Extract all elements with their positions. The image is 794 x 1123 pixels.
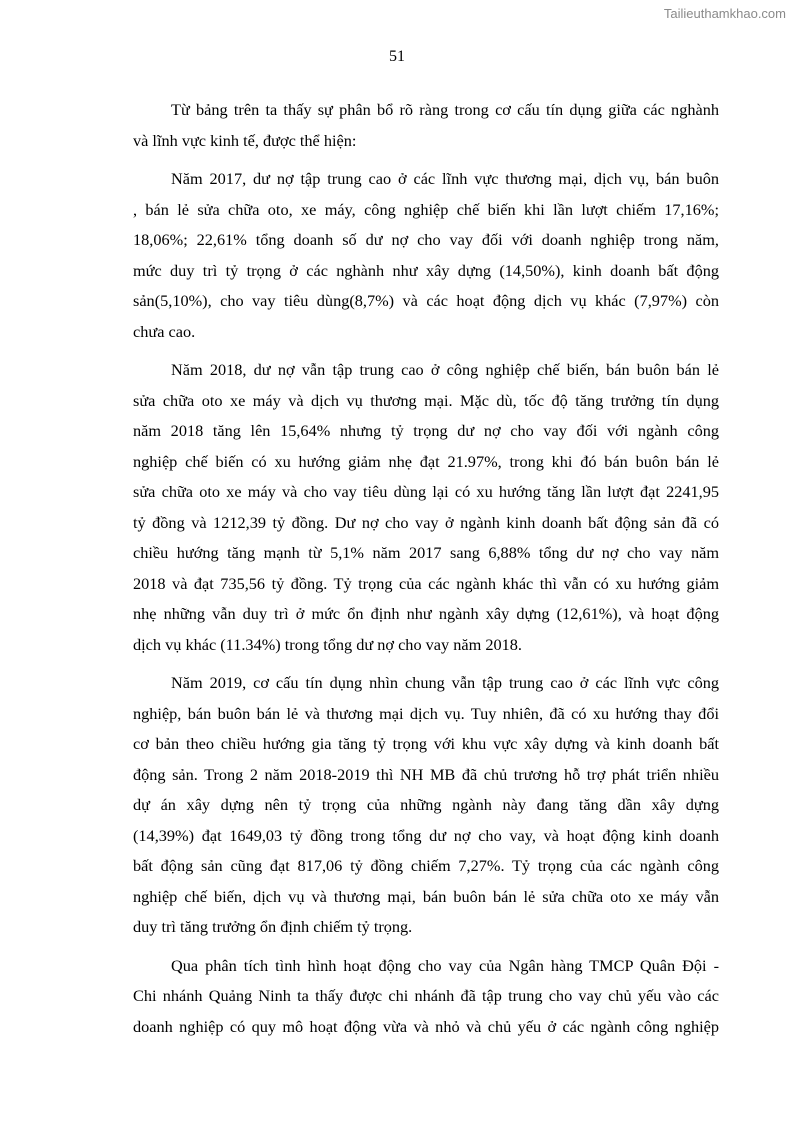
page-number: 51 (389, 48, 405, 65)
text-line: năm 2018 tăng lên 15,64% nhưng tỷ trọng dư nợ cho vay đối với ngành công (133, 421, 719, 440)
paragraph-3 (133, 355, 719, 660)
paragraph-2 (133, 164, 719, 347)
text-line: Năm 2017, dư nợ tập trung cao ở các lĩnh vực thương mại, dịch vụ, bán buôn (171, 169, 719, 188)
text-line: chưa cao. (133, 321, 196, 341)
text-line: 2018 và đạt 735,56 tỷ đồng. Tỷ trọng của các ngành khác thì vẫn có xu hướng giảm (133, 573, 719, 593)
text-line: dịch vụ khác (11.34%) trong tổng dư nợ cho vay năm 2018. (133, 634, 522, 654)
text-line: Từ bảng trên ta thấy sự phân bổ rõ ràng trong cơ cấu tín dụng giữa các nghành (171, 100, 719, 119)
text-line: chiều hướng tăng mạnh từ 5,1% năm 2017 sang 6,88% tổng dư nợ cho vay năm (133, 543, 719, 562)
text-line: nghiệp, bán buôn bán lẻ và thương mại dịch vụ. Tuy nhiên, đã có xu hướng thay đổi (133, 703, 719, 723)
text-line: cơ bản theo chiều hướng gia tăng tỷ trọng với khu vực xây dựng và kinh doanh bất (133, 734, 719, 753)
text-line: Năm 2019, cơ cấu tín dụng nhìn chung vẫn tập trung cao ở các lĩnh vực công (171, 673, 719, 692)
text-line: và lĩnh vực kinh tế, được thể hiện: (133, 130, 357, 150)
document-body (133, 95, 719, 1050)
text-line: mức duy trì tỷ trọng ở các nghành như xây dựng (14,50%), kinh doanh bất động (133, 260, 719, 280)
paragraph-4 (133, 668, 719, 943)
text-line: 18,06%; 22,61% tổng doanh số dư nợ cho vay đối với doanh nghiệp trong năm, (133, 230, 719, 249)
text-line: Năm 2018, dư nợ vẫn tập trung cao ở công nghiệp chế biến, bán buôn bán lẻ (171, 360, 719, 379)
text-line: nghiệp chế biến có xu hướng giảm nhẹ đạt 21.97%, trong khi đó bán buôn bán lẻ (133, 451, 719, 471)
text-line: duy trì tăng trưởng ổn định chiếm tỷ trọng. (133, 917, 413, 936)
watermark-text: Tailieuthamkhao.com (663, 6, 786, 21)
text-line: động sản. Trong 2 năm 2018-2019 thì NH MB đã chủ trương hỗ trợ phát triển nhiều (133, 764, 719, 784)
text-line: nghiệp chế biến, dịch vụ và thương mại, bán buôn bán lẻ sửa chữa oto xe máy vẫn (133, 886, 719, 906)
text-line: sửa chữa oto xe máy và cho vay tiêu dùng lại có xu hướng tăng lần lượt đạt 2241,95 (133, 482, 719, 501)
paragraph-5 (133, 951, 719, 1043)
text-line: bất động sản cũng đạt 817,06 tỷ đồng chiếm 7,27%. Tỷ trọng của các ngành công (133, 856, 719, 875)
text-line: sửa chữa oto xe máy và dịch vụ thương mại. Mặc dù, tốc độ tăng trưởng tín dụng (133, 390, 719, 410)
paragraph-1 (133, 95, 719, 156)
text-line: dự án xây dựng nên tỷ trọng của những ngành này đang tăng dần xây dựng (133, 795, 719, 814)
text-line: doanh nghiệp có quy mô hoạt động vừa và nhỏ và chủ yếu ở các ngành công nghiệp (133, 1016, 719, 1036)
text-line: Qua phân tích tình hình hoạt động cho vay của Ngân hàng TMCP Quân Đội - (171, 955, 719, 975)
text-line: sản(5,10%), cho vay tiêu dùng(8,7%) và các hoạt động dịch vụ khác (7,97%) còn (133, 291, 719, 310)
text-line: Chi nhánh Quảng Ninh ta thấy được chi nhánh đã tập trung cho vay chủ yếu vào các (133, 986, 719, 1005)
text-line: nhẹ những vẫn duy trì ở mức ổn định như ngành xây dựng (12,61%), và hoạt động (133, 604, 719, 623)
text-line: tỷ đồng và 1212,39 tỷ đồng. Dư nợ cho vay ở ngành kinh doanh bất động sản đã có (133, 512, 719, 532)
text-line: , bán lẻ sửa chữa oto, xe máy, công nghiệp chế biến khi lần lượt chiếm 17,16%; (133, 199, 719, 219)
text-line: (14,39%) đạt 1649,03 tỷ đồng trong tổng dư nợ cho vay, và hoạt động kinh doanh (133, 825, 719, 845)
